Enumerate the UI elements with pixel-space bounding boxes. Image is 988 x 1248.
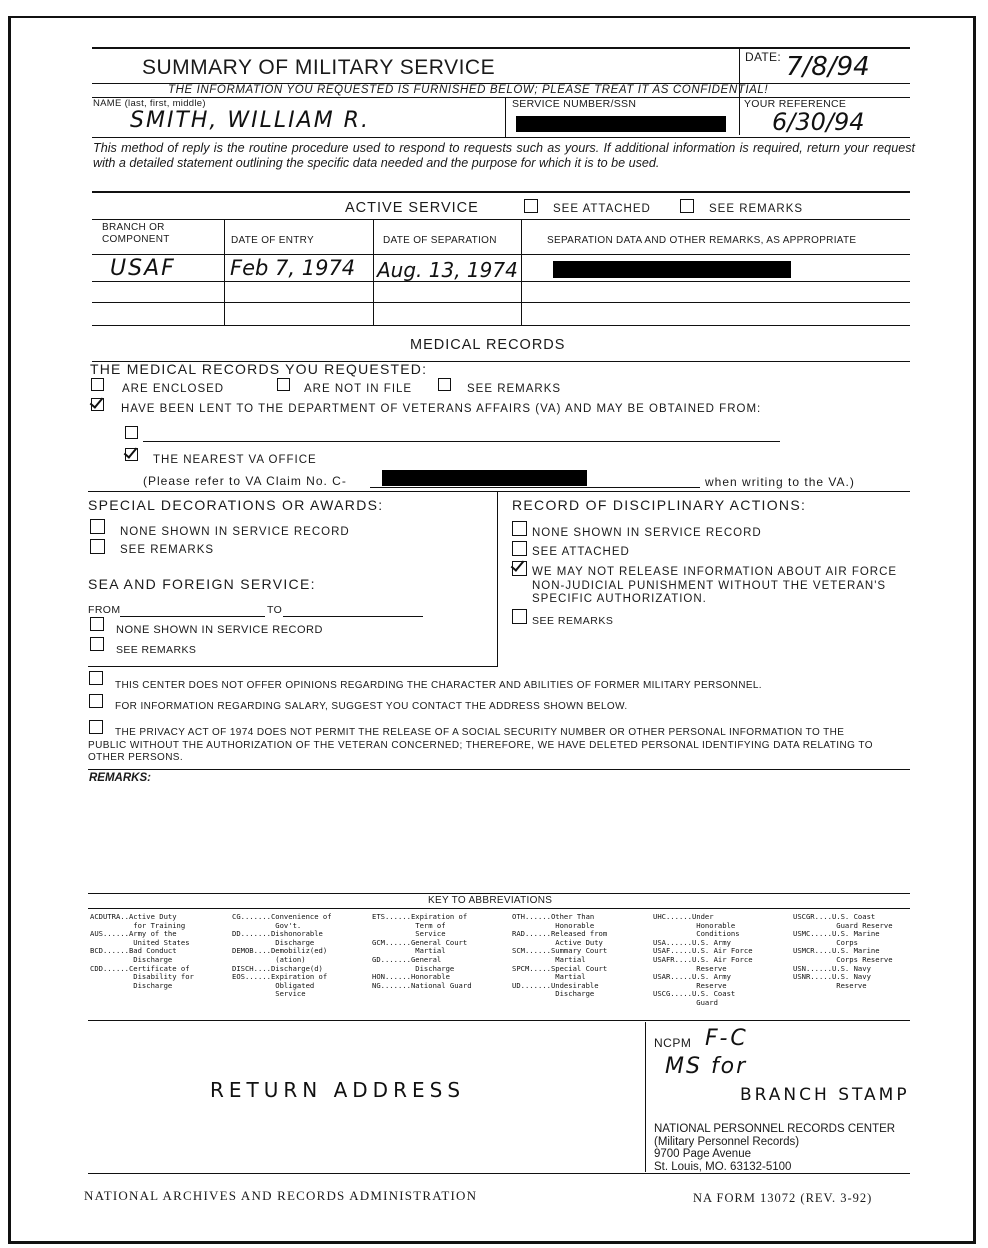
air-force-njp-line-3: SPECIFIC AUTHORIZATION. [532,593,707,605]
decorations-divider [497,491,498,666]
medical-subheading: THE MEDICAL RECORDS YOU REQUESTED: [90,361,428,377]
privacy-notice-line-1: THE PRIVACY ACT OF 1974 DOES NOT PERMIT THE RELEASE OF A SOCIAL SECURITY NUMBER OR OTHER PERSONAL INFORMATION TO THE [115,727,845,738]
date-value[interactable]: 7/8/94 [786,52,870,82]
header-rule-3 [92,137,910,138]
col-remarks-header: SEPARATION DATA AND OTHER REMARKS, AS APPROPRIATE [547,235,857,246]
abbreviation-column-3: ETS......Expiration of Term of Service GCM......General Court Martial GD.......General Discharge HON......Honorable NG.......National Guard [372,912,472,990]
your-reference-value[interactable]: 6/30/94 [772,108,865,136]
discipline-heading: RECORD OF DISCIPLINARY ACTIONS: [512,497,807,513]
not-in-file-checkbox[interactable] [277,378,290,391]
lent-to-va-checkbox[interactable] [91,398,104,411]
discipline-see-attached-checkbox[interactable] [512,541,527,556]
sea-to-line [283,616,423,617]
service-row-line-1 [92,281,910,282]
service-row-line-2 [92,302,910,303]
medical-see-remarks-label: SEE REMARKS [467,383,562,395]
active-service-top-rule [92,191,910,193]
remarks-label: REMARKS: [89,772,151,784]
discipline-see-remarks-checkbox[interactable] [512,609,527,624]
sea-none-label: NONE SHOWN IN SERVICE RECORD [116,624,323,636]
sea-see-remarks-checkbox[interactable] [90,637,104,651]
initials[interactable]: MS for [665,1054,748,1079]
privacy-notice-line-2: PUBLIC WITHOUT THE AUTHORIZATION OF THE VETERAN CONCERNED; THEREFORE, WE HAVE DELETED PERSONAL IDENTIFYING DATA RELATING TO [88,740,873,751]
air-force-njp-line-2: NON-JUDICIAL PUNISHMENT WITHOUT THE VETERAN'S [532,580,887,592]
decorations-none-checkbox[interactable] [90,519,105,534]
character-notice-checkbox[interactable] [89,671,103,685]
abbreviation-column-1: ACDUTRA..Active Duty for Training AUS......Army of the United States BCD......Bad Conduct Discharge CDD......Certificate of Disability for Discharge [90,912,194,990]
decorations-heading: SPECIAL DECORATIONS OR AWARDS: [88,497,384,513]
key-heading: KEY TO ABBREVIATIONS [428,895,553,906]
name-label: NAME (last, first, middle) [93,98,206,109]
other-location-line [143,441,780,442]
active-service-heading: ACTIVE SERVICE [345,200,479,216]
salary-notice: FOR INFORMATION REGARDING SALARY, SUGGEST YOU CONTACT THE ADDRESS SHOWN BELOW. [115,701,628,712]
air-force-njp-line-1: WE MAY NOT RELEASE INFORMATION ABOUT AIR FORCE [532,566,898,578]
decorations-see-remarks-checkbox[interactable] [90,539,105,554]
claim-number-line [370,487,700,488]
records-center-street: 9700 Page Avenue [654,1148,751,1160]
salary-notice-checkbox[interactable] [89,694,103,708]
character-notice: THIS CENTER DOES NOT OFFER OPINIONS REGARDING THE CHARACTER AND ABILITIES OF FORMER MILITARY PERSONNEL. [115,680,762,691]
service-table-top [92,219,910,220]
decorations-none-label: NONE SHOWN IN SERVICE RECORD [120,526,350,538]
separation-data-redaction [553,261,791,278]
see-remarks-checkbox[interactable] [680,199,694,213]
abbreviation-column-6: USCGR....U.S. Coast Guard Reserve USMC.....U.S. Marine Corps USMCR....U.S. Marine Corps Reserve USN......U.S. Navy USNR.....U.S. Navy Reserve [793,912,893,990]
enclosed-checkbox[interactable] [91,378,104,391]
claim-prefix: (Please refer to VA Claim No. C- [143,474,347,488]
name-value[interactable]: SMITH, WILLIAM R. [130,108,370,133]
separation-date-value[interactable]: Aug. 13, 1974 [377,258,518,282]
discipline-none-checkbox[interactable] [512,521,527,536]
form-number: NA FORM 13072 (REV. 3-92) [693,1191,873,1205]
records-center-name: NATIONAL PERSONNEL RECORDS CENTER [654,1123,896,1135]
records-center-address [654,1123,895,1173]
ncpm-label: NCPM [654,1036,692,1050]
col-separation-header: DATE OF SEPARATION [383,235,497,246]
footer-bottom-rule [88,1173,910,1174]
footer-divider [645,1022,646,1172]
abbreviation-column-5: UHC......Under Honorable Conditions USA......U.S. Army USAF.....U.S. Air Force USAFR....U.S. Air Force Reserve USAR.....U.S. Army Reserve USCG.....U.S. Coast Guard [653,912,753,1007]
sea-from-label: FROM [88,604,121,616]
see-attached-checkbox[interactable] [524,199,538,213]
discipline-see-attached-label: SEE ATTACHED [532,546,630,558]
discipline-see-remarks-label: SEE REMARKS [532,615,614,627]
claim-number-redaction [382,470,587,486]
service-col-div-2 [373,219,374,325]
page-frame-top [8,16,976,18]
records-center-sub: (Military Personnel Records) [654,1135,800,1148]
key-top-rule [88,893,910,894]
form-title: SUMMARY OF MILITARY SERVICE [142,56,496,79]
abbreviation-column-2: CG.......Convenience of Gov't. DD.......Dishonorable Discharge DEMOB....Demobiliz(ed) (ation) DISCH....Discharge(d) EOS......Expiration of Obligated Service [232,912,332,999]
service-table-bottom [92,325,910,326]
enclosed-label: ARE ENCLOSED [122,383,225,395]
key-heading-rule [88,908,910,909]
lent-to-va-label: HAVE BEEN LENT TO THE DEPARTMENT OF VETERANS AFFAIRS (VA) AND MAY BE OBTAINED FROM: [121,403,762,415]
col-entry-header: DATE OF ENTRY [231,235,314,246]
intro-text: This method of reply is the routine procedure used to respond to requests such as yours. If additional information is required, return your request with a detailed statement outlining the specific data needed and the purpose for which it is to be used. [93,141,915,170]
privacy-notice-checkbox[interactable] [89,720,103,734]
confidential-note: THE INFORMATION YOU REQUESTED IS FURNISHED BELOW; PLEASE TREAT IT AS CONFIDENTIAL! [168,84,769,96]
sea-to-label: TO [267,604,283,616]
ssn-redaction [516,116,726,132]
sea-see-remarks-label: SEE REMARKS [116,644,197,656]
sea-heading: SEA AND FOREIGN SERVICE: [88,576,316,592]
sea-none-checkbox[interactable] [90,617,104,631]
decorations-see-remarks-label: SEE REMARKS [120,544,215,556]
privacy-notice-line-3: OTHER PERSONS. [88,752,184,763]
other-location-checkbox[interactable] [125,426,138,439]
service-col-div-1 [224,219,225,325]
branch-stamp[interactable]: BRANCH STAMP [740,1085,910,1105]
medical-heading: MEDICAL RECORDS [410,337,566,353]
sea-bottom-rule [88,666,498,667]
date-label: DATE: [745,50,781,64]
see-attached-label: SEE ATTACHED [553,203,651,215]
nearest-va-checkbox[interactable] [125,448,138,461]
air-force-njp-checkbox[interactable] [512,561,527,576]
branch-value[interactable]: USAF [110,256,176,281]
agency-name: NATIONAL ARCHIVES AND RECORDS ADMINISTRATION [84,1188,478,1203]
service-col-div-3 [521,219,522,325]
medical-see-remarks-checkbox[interactable] [438,378,451,391]
nearest-va-label: THE NEAREST VA OFFICE [153,454,317,466]
return-address[interactable]: RETURN ADDRESS [210,1078,466,1102]
sea-from-line [120,616,265,617]
entry-date-value[interactable]: Feb 7, 1974 [230,256,356,280]
not-in-file-label: ARE NOT IN FILE [304,383,413,395]
your-reference-label: YOUR REFERENCE [744,98,847,110]
decorations-rule [88,491,910,492]
service-row-line-0 [92,254,910,255]
ssn-label: SERVICE NUMBER/SSN [512,98,637,110]
records-center-city: St. Louis, MO. 63132-5100 [654,1160,792,1173]
abbreviation-column-4: OTH......Other Than Honorable RAD......Released from Active Duty SCM......Summary Court Martial SPCM.....Special Court Martial UD.......Undesirable Discharge [512,912,608,999]
key-bottom-rule [88,1020,910,1021]
header-top-rule [92,47,910,49]
discipline-none-label: NONE SHOWN IN SERVICE RECORD [532,527,762,539]
ssn-divider [505,97,506,137]
remarks-rule [88,769,910,770]
claim-suffix: when writing to the VA.) [705,475,855,489]
ncpm-value[interactable]: F-C [705,1026,749,1051]
see-remarks-label: SEE REMARKS [709,203,804,215]
col-branch-header: BRANCH OR COMPONENT [102,222,170,245]
